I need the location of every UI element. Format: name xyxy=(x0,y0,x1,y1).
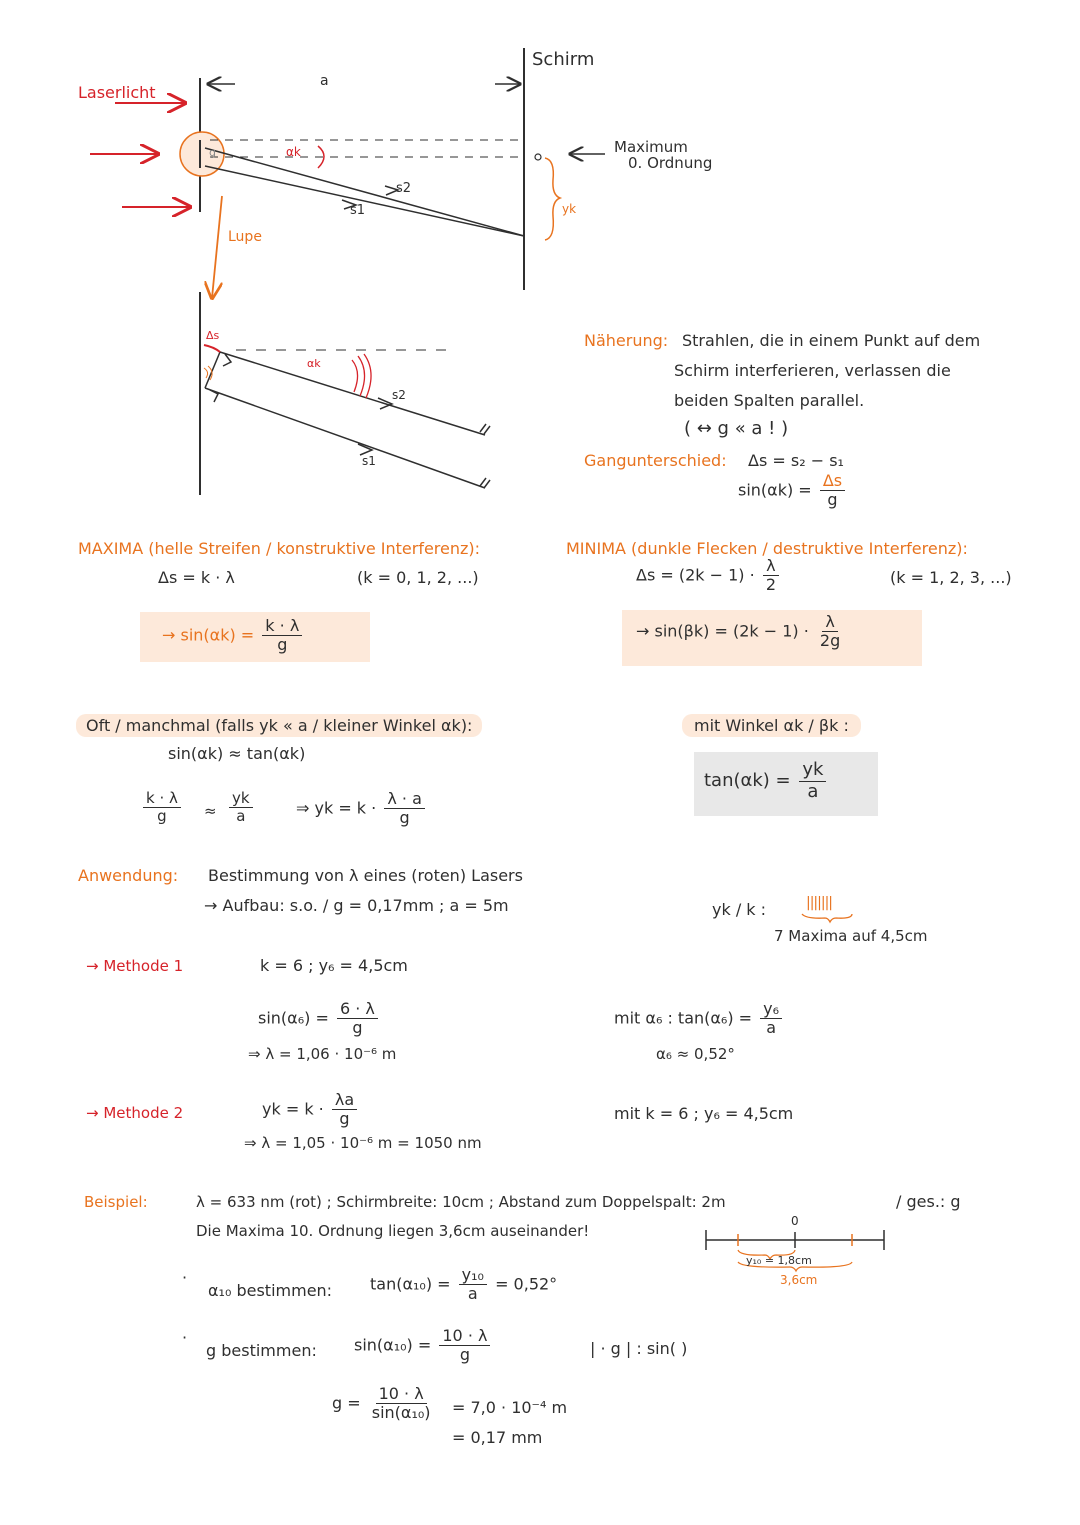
scale-total: 3,6cm xyxy=(780,1273,818,1287)
scale-zero: 0 xyxy=(791,1214,799,1228)
maxima-title: MAXIMA (helle Streifen / konstruktive Interferenz): xyxy=(78,539,481,558)
winkel-title: mit Winkel αk / βk : xyxy=(682,714,861,737)
maxima-k-range: (k = 0, 1, 2, ...) xyxy=(357,568,479,587)
methode1-alpha: α₆ ≈ 0,52° xyxy=(656,1045,735,1063)
minima-formula: Δs = (2k − 1) · $\frac{\lambda}{2}$ xyxy=(636,557,782,595)
naeherung-line2: Schirm interferieren, verlassen die xyxy=(674,361,951,380)
g-label: g xyxy=(209,146,216,159)
zoom-s2-label: s2 xyxy=(392,388,406,402)
b4-result: = 0,17 mm xyxy=(452,1428,543,1447)
yk-brace xyxy=(545,158,560,240)
bullet-2: · xyxy=(182,1328,188,1347)
winkel-formula: tan(αk) = $\frac{yk}{a}$ xyxy=(704,760,829,802)
minima-title: MINIMA (dunkle Flecken / destruktive Interferenz): xyxy=(566,539,968,558)
sin-delta-s-formula: sin(αk) = $\frac{\Delta s}{g}$ xyxy=(738,472,848,510)
beispiel-line2: Die Maxima 10. Ordnung liegen 3,6cm auseinander! xyxy=(196,1222,590,1240)
bullet-1: · xyxy=(182,1268,188,1287)
oft-approx-sign: ≈ xyxy=(204,802,217,820)
anwendung-line1: Bestimmung von λ eines (roten) Lasers xyxy=(208,866,523,885)
maxima-formula: Δs = k · λ xyxy=(158,568,235,587)
methode2-result: ⇒ λ = 1,05 · 10⁻⁶ m = 1050 nm xyxy=(244,1134,482,1152)
oft-title: Oft / manchmal (falls yk « a / kleiner Winkel αk): xyxy=(76,714,482,737)
maxima-note: 7 Maxima auf 4,5cm xyxy=(774,927,928,945)
methode1-given: k = 6 ; y₆ = 4,5cm xyxy=(260,956,408,975)
s1-label: s1 xyxy=(350,203,366,218)
b2-formula: sin(α₁₀) = $\frac{10 \cdot \lambda}{g}$ xyxy=(354,1327,493,1365)
laser-arrows xyxy=(90,103,190,207)
b2-label: g bestimmen: xyxy=(206,1341,317,1360)
zoom-s1-label: s1 xyxy=(362,454,376,468)
naeherung-label: Näherung: xyxy=(584,331,669,350)
naeherung-line4: ( ↔ g « a ! ) xyxy=(684,418,789,439)
b2-ops: | · g | : sin( ) xyxy=(590,1339,688,1358)
b3-formula: g = $\frac{10 \cdot \lambda}{\text{sin(α₁₀)}}$ xyxy=(332,1384,431,1423)
oft-approx: sin(αk) ≈ tan(αk) xyxy=(168,744,306,763)
methode1-mit: mit α₆ : tan(α₆) = $\frac{\text{y₆}}{a}$ xyxy=(614,1000,785,1038)
gangunterschied-formula: Δs = s₂ − s₁ xyxy=(748,451,844,470)
s2-label: s2 xyxy=(396,181,412,196)
rays xyxy=(205,148,524,236)
beispiel-ges: / ges.: g xyxy=(896,1192,961,1211)
lupe-label: Lupe xyxy=(228,229,262,245)
delta-s-label: Δs xyxy=(206,329,220,342)
screen-label: Schirm xyxy=(532,49,595,70)
maxima-result-formula: → sin(αk) = $\frac{k \cdot \lambda}{g}$ xyxy=(162,617,305,655)
oft-implies: ⇒ yk = k · $\frac{\lambda \cdot a}{g}$ xyxy=(296,790,428,828)
minima-result-formula: → sin(βk) = (2k − 1) · $\frac{\lambda}{2g}$ xyxy=(636,612,841,651)
b1-formula: tan(α₁₀) = $\frac{\text{y₁₀}}{a}$ = 0,52° xyxy=(370,1265,558,1304)
maxima-ticks: ||||||| xyxy=(806,895,833,911)
scale-y10: y₁₀ = 1,8cm xyxy=(746,1254,812,1267)
laser-label: Laserlicht xyxy=(78,83,156,102)
alpha-k-label: αk xyxy=(286,145,301,159)
methode2-formula: yk = k · $\frac{\lambda a}{g}$ xyxy=(262,1091,360,1129)
beispiel-label: Beispiel: xyxy=(84,1193,148,1211)
naeherung-line3: beiden Spalten parallel. xyxy=(674,391,865,410)
double-slit-diagram xyxy=(0,0,1080,520)
anwendung-line2: → Aufbau: s.o. / g = 0,17mm ; a = 5m xyxy=(204,896,509,915)
gangunterschied-label: Gangunterschied: xyxy=(584,451,727,470)
distance-a-label: a xyxy=(320,73,329,89)
methode2-mit: mit k = 6 ; y₆ = 4,5cm xyxy=(614,1104,794,1123)
methode1-result: ⇒ λ = 1,06 · 10⁻⁶ m xyxy=(248,1045,397,1063)
zoom-alpha-label: αk xyxy=(307,357,321,370)
minima-k-range: (k = 1, 2, 3, ...) xyxy=(890,568,1012,587)
yk-k-label: yk / k : xyxy=(712,900,767,919)
beispiel-line1: λ = 633 nm (rot) ; Schirmbreite: 10cm ; Abstand zum Doppelspalt: 2m xyxy=(196,1193,726,1211)
oft-fraction-1: $\frac{k \cdot \lambda}{g}$ xyxy=(140,790,184,826)
yk-label: yk xyxy=(562,202,577,216)
methode1-sin-formula: sin(α₆) = $\frac{6 \cdot \lambda}{g}$ xyxy=(258,1000,381,1038)
anwendung-label: Anwendung: xyxy=(78,866,179,885)
zoom-rays xyxy=(205,352,490,488)
maximum-label: Maximum 0. Ordnung xyxy=(614,138,713,172)
oft-fraction-2: $\frac{yk}{a}$ xyxy=(226,790,256,826)
methode1-label: → Methode 1 xyxy=(86,957,184,975)
b3-result: = 7,0 · 10⁻⁴ m xyxy=(452,1398,568,1417)
b1-label: α₁₀ bestimmen: xyxy=(208,1281,333,1300)
methode2-label: → Methode 2 xyxy=(86,1104,184,1122)
naeherung-line1: Strahlen, die in einem Punkt auf dem xyxy=(682,331,981,350)
lupe-arrow xyxy=(212,196,222,298)
